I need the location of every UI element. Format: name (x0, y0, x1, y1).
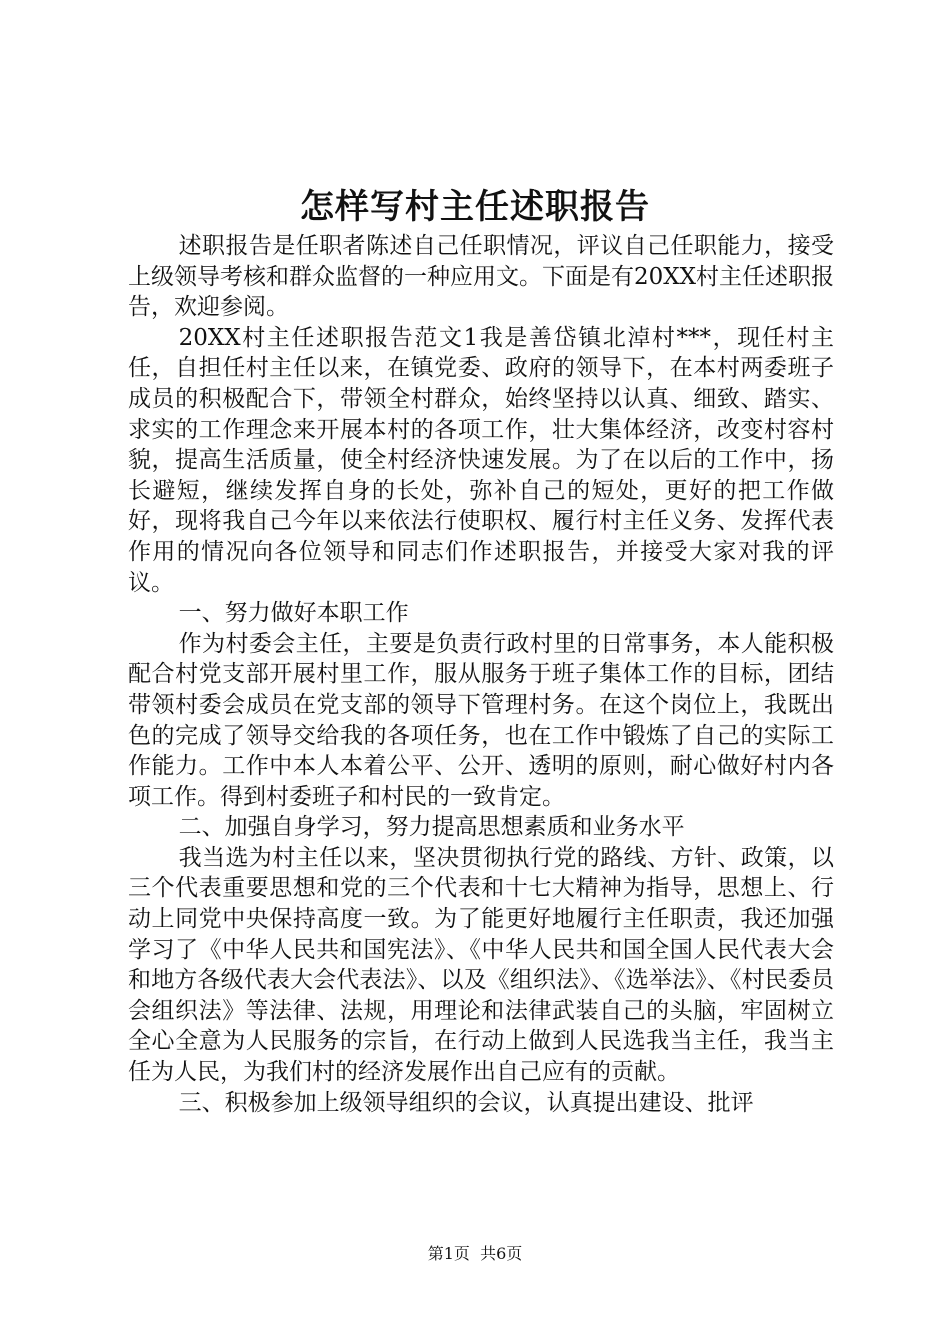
section-heading-3: 三、积极参加上级领导组织的会议，认真提出建设、批评 (178, 1089, 754, 1116)
section-heading-2: 二、加强自身学习，努力提高思想素质和业务水平 (178, 814, 685, 841)
section-1-paragraph: 作为村委会主任，主要是负责行政村里的日常事务，本人能积极配合村党支部开展村里工作，服从服务于班子集体工作的目标，团结带领村委会成员在党支部的领导下管理村务。在这个岗位上，我既出色的完成了领导交给我的各项任务，也在工作中锻炼了自己的实际工作能力。工作中本人本着公平、公开、透明的原则，耐心做好村内各项工作。得到村委班子和村民的一致肯定。 (128, 630, 834, 810)
page-footer (0, 1243, 950, 1265)
section-heading-1: 一、努力做好本职工作 (178, 600, 409, 627)
page-total: 共6页 (480, 1244, 523, 1263)
page-number: 第1页 (427, 1244, 470, 1263)
section-2-paragraph: 我当选为村主任以来，坚决贯彻执行党的路线、方针、政策，以三个代表重要思想和党的三个代表和十七大精神为指导，思想上、行动上同党中央保持高度一致。为了能更好地履行主任职责，我还加强学习了《中华人民共和国宪法》、《中华人民共和国全国人民代表大会和地方各级代表大会代表法》、以及《组织法》、《选举法》、《村民委员会组织法》等法律、法规，用理论和法律武装自己的头脑，牢固树立全心全意为人民服务的宗旨，在行动上做到人民选我当主任，我当主任为人民，为我们村的经济发展作出自己应有的贡献。 (128, 844, 834, 1086)
document-title: 怎样写村主任述职报告 (300, 187, 650, 227)
document-body (128, 231, 834, 1118)
sample-paragraph: 20XX村主任述职报告范文1我是善岱镇北淖村***，现任村主任，自担任村主任以来，在镇党委、政府的领导下，在本村两委班子成员的积极配合下，带领全村群众，始终坚持以认真、细致、踏实、求实的工作理念来开展本村的各项工作，壮大集体经济，改变村容村貌，提高生活质量，使全村经济快速发展。为了在以后的工作中，扬长避短，继续发挥自身的长处，弥补自己的短处，更好的把工作做好，现将我自己今年以来依法行使职权、履行村主任义务、发挥代表作用的情况向各位领导和同志们作述职报告，并接受大家对我的评议。 (128, 324, 834, 596)
intro-paragraph: 述职报告是任职者陈述自己任职情况，评议自己任职能力，接受上级领导考核和群众监督的一种应用文。下面是有20XX村主任述职报告，欢迎参阅。 (128, 233, 835, 321)
